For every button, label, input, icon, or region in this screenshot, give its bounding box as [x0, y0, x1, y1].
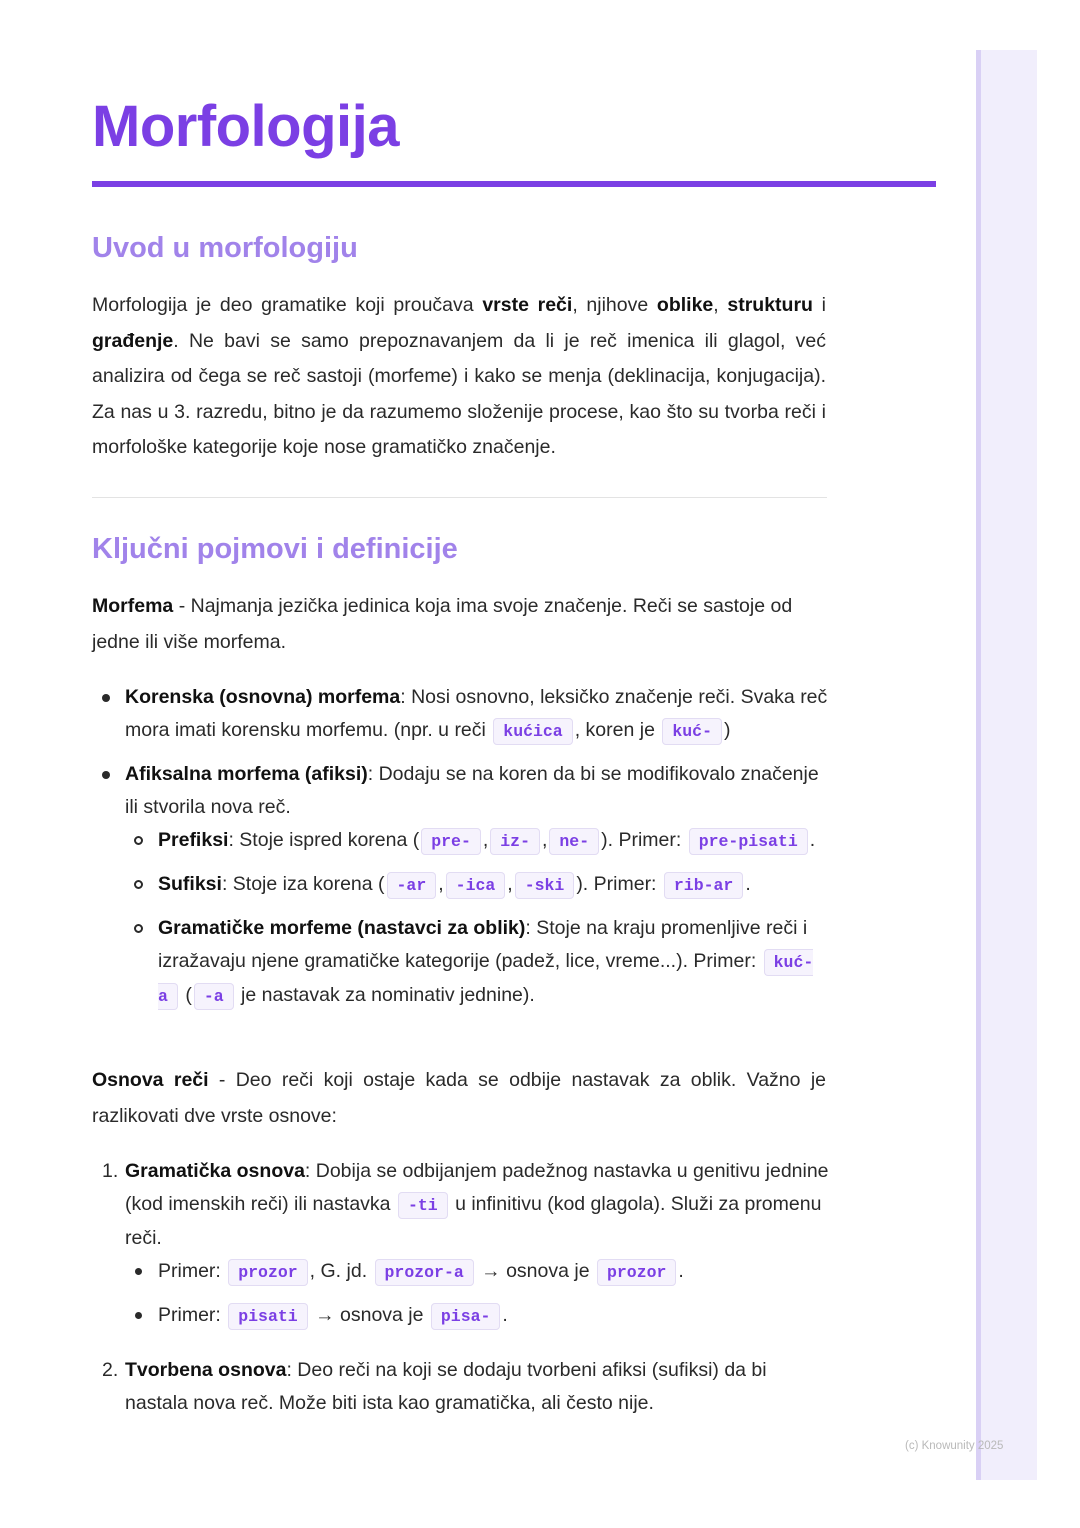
- intro-paragraph: Morfologija je deo gramatike koji proučava vrste reči, njihove oblike, strukturu i građenje. Ne bavi se samo prepoznavanjem da li je reč imenica ili glagol, već analizira od čega se reč sastoji (morfeme) i kako se menja (deklinacija, konjugacija). Za nas u 3. razredu, bitno je da razumemo složenije procese, kao što su tvorba reči i morfološke kategorije koje nose gramatičko značenje.: [92, 294, 826, 458]
- circle-bullet-icon: [134, 836, 143, 845]
- osnova-definition: Osnova reči - Deo reči koji ostaje kada se odbije nastavak za oblik. Važno je razlikovati dve vrste osnove:: [92, 1069, 826, 1127]
- title-divider: [92, 181, 936, 187]
- list-item-tvorbena-osnova: 2. Tvorbena osnova: Deo reči na koji se dodaju tvorbeni afiksi (sufiksi) da bi nastala nova reč. Može biti ista kao gramatička, ali često nije.: [102, 1359, 767, 1414]
- bullet-icon: [102, 694, 110, 702]
- side-panel: [976, 50, 1037, 1480]
- section-divider: [92, 497, 827, 498]
- page-title: Morfologija: [92, 94, 400, 159]
- bullet-icon: [102, 771, 110, 779]
- circle-bullet-icon: [134, 924, 143, 933]
- morfema-definition: Morfema - Najmanja jezička jedinica koja ima svoje značenje. Reči se sastoje od jedne ili više morfema.: [92, 595, 793, 653]
- list-item-gramaticke: Gramatičke morfeme (nastavci za oblik): Stoje na kraju promenljive reči i izražavaju njene gramatičke kategorije (padež, lice, vreme...). Primer: kuć-a ( -a je nastavak za nominativ jednine).: [92, 912, 832, 1013]
- list-item-sufiksi: Sufiksi: Stoje iza korena ( -ar , -ica , -ski ). Primer: rib-ar .: [92, 868, 832, 902]
- list-item-primer-1: Primer: prozor , G. jd. prozor-a → osnova je prozor .: [92, 1255, 832, 1289]
- list-item-primer-2: Primer: pisati → osnova je pisa- .: [92, 1299, 832, 1333]
- list-item-afiksalna: Afiksalna morfema (afiksi): Dodaju se na koren da bi se modifikovalo značenje ili stvorila nova reč.: [92, 758, 832, 824]
- section-heading-concepts: Ključni pojmovi i definicije: [92, 533, 458, 565]
- bullet-icon: [135, 1312, 142, 1319]
- circle-bullet-icon: [134, 880, 143, 889]
- morfema-list: [92, 681, 832, 1013]
- list-item-gramaticka-osnova: 1. Gramatička osnova: Dobija se odbijanjem padežnog nastavka u genitivu jednine (kod imenskih reči) ili nastavka -ti u infinitivu (kod glagola). Služi za promenu reči.: [102, 1160, 829, 1249]
- footer-copyright: (c) Knowunity 2025: [905, 1440, 1004, 1452]
- section-heading-intro: Uvod u morfologiju: [92, 232, 358, 264]
- osnova-list: [92, 1155, 832, 1420]
- bullet-icon: [135, 1268, 142, 1275]
- list-item-prefiksi: Prefiksi: Stoje ispred korena ( pre- , iz- , ne- ). Primer: pre-pisati .: [92, 824, 832, 858]
- list-item-korenska: Korenska (osnovna) morfema: Nosi osnovno, leksičko značenje reči. Svaka reč mora imati korensku morfemu. (npr. u reči kućica , koren je kuć- ): [92, 681, 832, 748]
